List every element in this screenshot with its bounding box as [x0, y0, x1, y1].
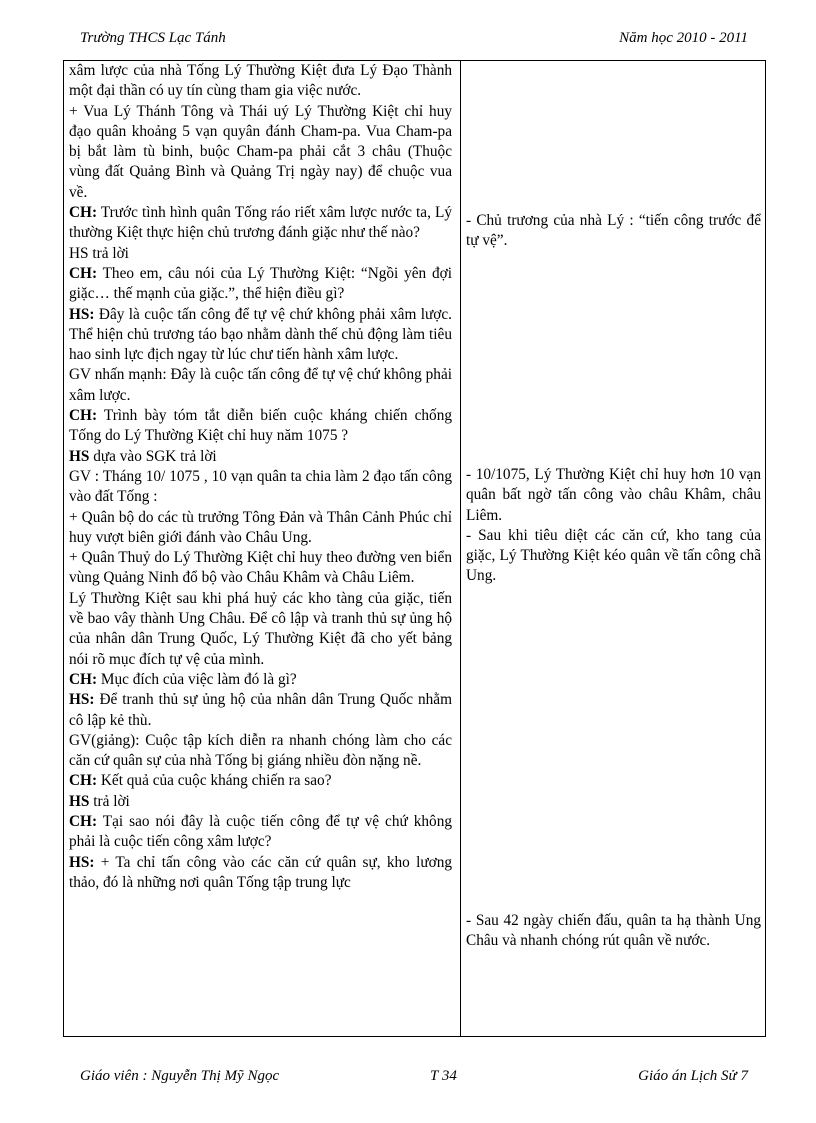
school-year: Năm học 2010 - 2011: [619, 30, 748, 46]
page-footer: [80, 1068, 748, 1088]
question-paragraph: CH: Kết quả của cuộc kháng chiến ra sao?: [69, 772, 332, 790]
paragraph: GV : Tháng 10/ 1075 , 10 vạn quân ta chia làm 2 đạo tấn công vào đất Tống :: [69, 467, 452, 506]
paragraph: GV nhấn mạnh: Đây là cuộc tấn công để tự vệ chứ không phải xâm lược.: [69, 366, 452, 404]
paragraph: + Vua Lý Thánh Tông và Thái uý Lý Thường Kiệt chỉ huy đạo quân khoảng 5 vạn quyân đánh Cham-pa. Vua Cham-pa bị bắt làm tù binh, buộc Cham-pa phải cắt 3 châu (Thuộc vùng đất Quảng Bình và Quảng Trị ngày nay) để chuộc vua về.: [69, 102, 452, 201]
content-point: - 10/1075, Lý Thường Kiệt chỉ huy hơn 10 vạn quân bất ngờ tấn công vào châu Khâm, châu Liêm.: [466, 466, 761, 524]
paragraph: + Quân Thuỷ do Lý Thường Kiệt chỉ huy theo đường ven biển vùng Quảng Ninh đổ bộ vào Châu Khâm và Châu Liêm.: [69, 549, 452, 587]
paragraph: + Quân bộ do các tù trưởng Tông Đản và Thân Cảnh Phúc chỉ huy vượt biên giới đánh vào Châu Ung.: [69, 508, 452, 546]
answer-paragraph: HS trả lời: [69, 792, 130, 810]
answer-paragraph: HS dựa vào SGK trả lời: [69, 447, 217, 465]
question-paragraph: CH: Theo em, câu nói của Lý Thường Kiệt: “Ngồi yên đợi giặc… thế mạnh của giặc.”, thể hiện điều gì?: [69, 264, 452, 303]
paragraph: Lý Thường Kiệt sau khi phá huỷ các kho tàng của giặc, tiến về bao vây thành Ung Châu. Để cô lập và tranh thủ sự ủng hộ của nhân dân Trung Quốc, Lý Thường Kiệt đã cho yết bảng nói rõ mục đích tự vệ của mình.: [69, 589, 452, 668]
column-divider: [460, 61, 461, 1036]
school-name: Trường THCS Lạc Tánh: [80, 30, 226, 46]
page-header: [80, 30, 748, 50]
lesson-table: [63, 60, 766, 1037]
answer-paragraph: HS: + Ta chỉ tấn công vào các căn cứ quân sự, kho lương thảo, đó là những nơi quân Tống tập trung lực: [69, 853, 452, 891]
question-paragraph: CH: Tại sao nói đây là cuộc tiến công để tự vệ chứ không phải là cuộc tiến công xâm lược?: [69, 812, 452, 851]
page-number: T 34: [430, 1068, 457, 1084]
paragraph: GV(giảng): Cuộc tập kích diễn ra nhanh chóng làm cho các căn cứ quân sự của nhà Tống bị giáng nhiều đòn nặng nề.: [69, 731, 452, 770]
subject-label: Giáo án Lịch Sử 7: [638, 1068, 748, 1084]
teacher-name: Giáo viên : Nguyễn Thị Mỹ Ngọc: [80, 1068, 280, 1084]
content-block-strategy: [466, 211, 761, 252]
paragraph: HS trả lời: [69, 244, 129, 262]
content-point: - Sau khi tiêu diệt các căn cứ, kho tang của giặc, Lý Thường Kiệt kéo quân về tấn công chã Ung.: [466, 526, 761, 585]
question-paragraph: CH: Trước tình hình quân Tống ráo riết xâm lược nước ta, Lý thường Kiệt thực hiện chủ trương đánh giặc như thế nào?: [69, 204, 452, 242]
answer-paragraph: HS: Để tranh thủ sự ủng hộ của nhân dân Trung Quốc nhằm cô lập kẻ thù.: [69, 691, 452, 729]
content-block-result: [466, 911, 761, 952]
paragraph: xâm lược của nhà Tống Lý Thường Kiệt đưa Lý Đạo Thành một đại thần có uy tín cùng tham gia việc nước.: [69, 62, 452, 100]
content-point: - Sau 42 ngày chiến đấu, quân ta hạ thành Ung Châu và nhanh chóng rút quân về nước.: [466, 912, 761, 950]
content-block-events: [466, 465, 761, 587]
teacher-student-activity-column: [69, 61, 452, 893]
content-point: - Chủ trương của nhà Lý : “tiến công trước để tự vệ”.: [466, 212, 761, 250]
answer-paragraph: HS: Đây là cuộc tấn công để tự vệ chứ không phải xâm lược. Thể hiện chủ trương táo bạo nhằm dành thế chủ động làm tiêu hao sinh lực địch ngay từ lúc chư tiến hành xâm lược.: [69, 305, 452, 364]
question-paragraph: CH: Mục đích của việc làm đó là gì?: [69, 670, 297, 688]
question-paragraph: CH: Trình bày tóm tắt diễn biến cuộc kháng chiến chống Tống do Lý Thường Kiệt chỉ huy năm 1075 ?: [69, 407, 452, 445]
